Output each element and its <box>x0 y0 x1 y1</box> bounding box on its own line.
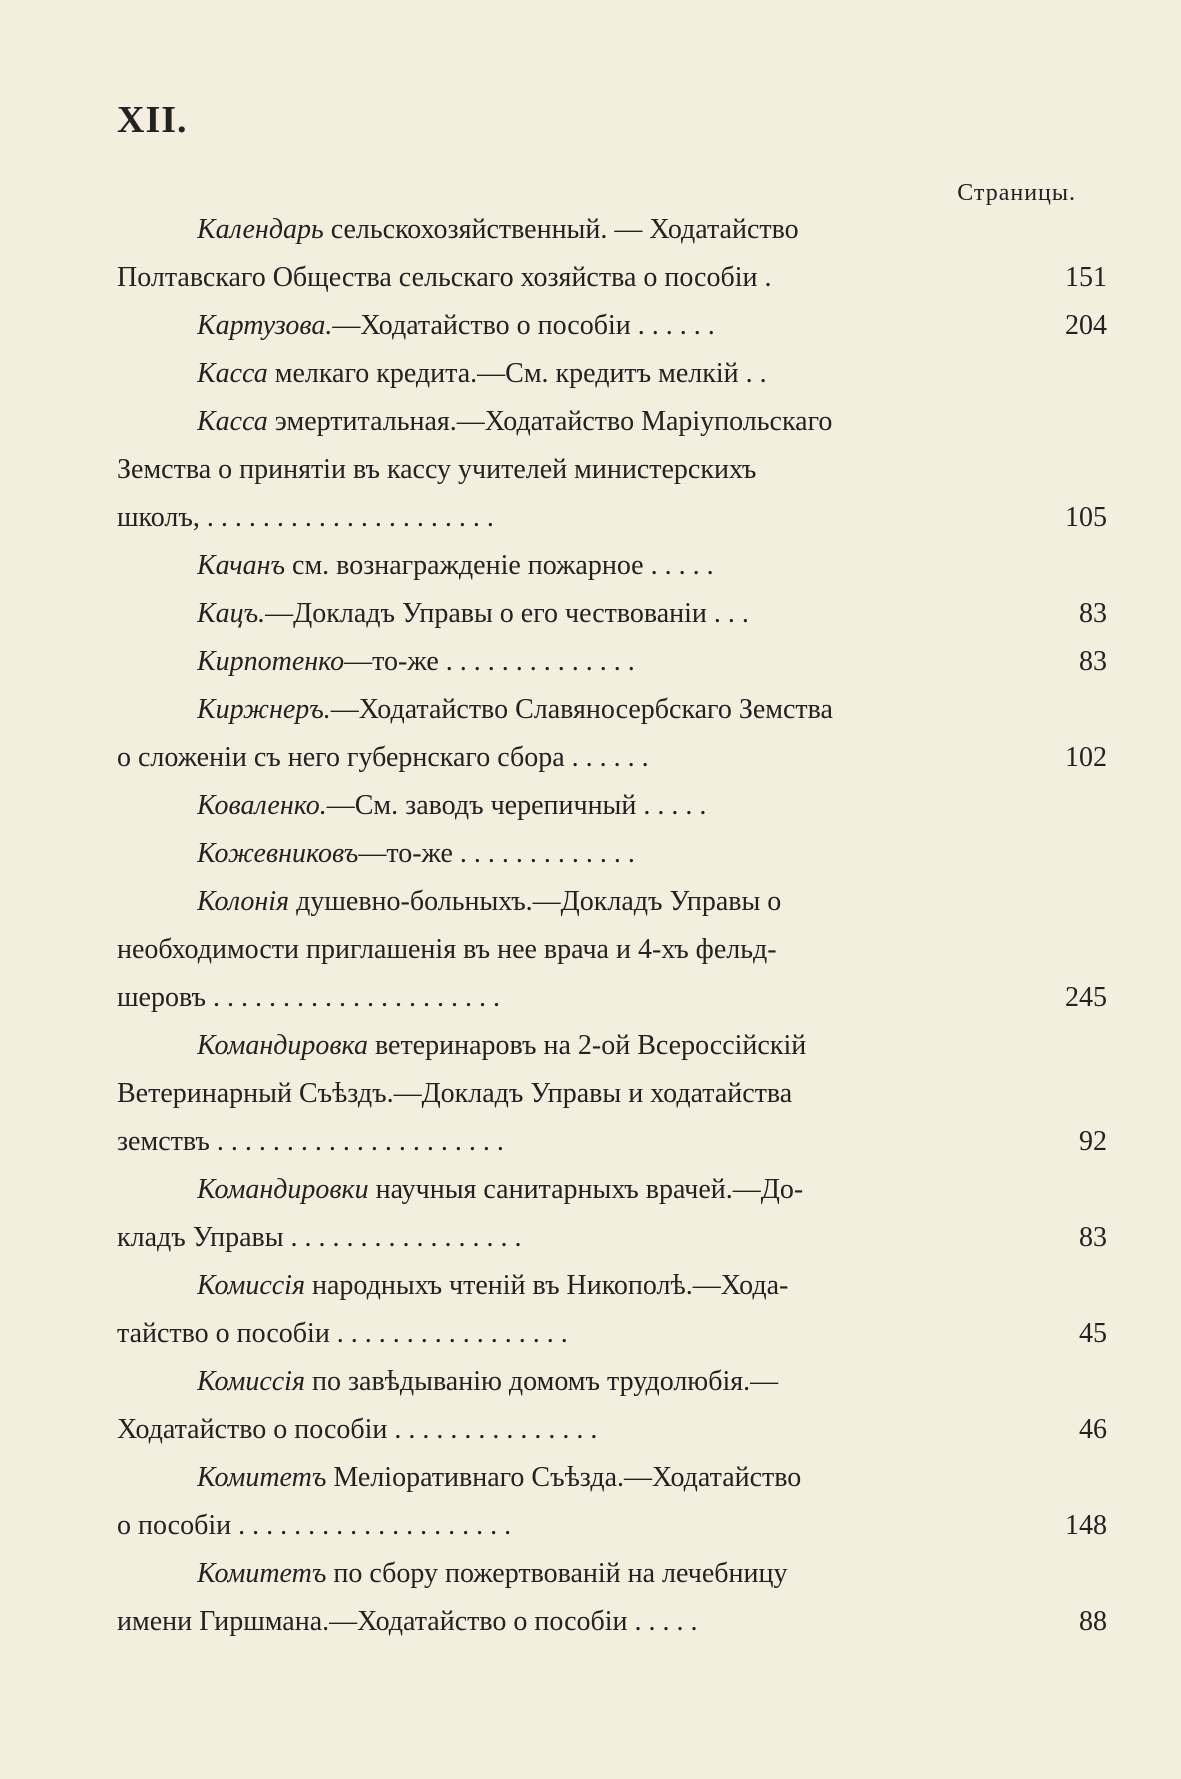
entry-description: о пособіи . . . . . . . . . . . . . . . . . . . . <box>117 1510 512 1541</box>
index-entry <box>117 1022 1117 1166</box>
entry-text <box>197 1022 1037 1070</box>
entry-description: Меліоративнаго Съѣзда.—Ходатайство <box>326 1462 802 1493</box>
index-entry <box>117 302 1117 350</box>
index-entry <box>117 878 1117 1022</box>
entry-description: шеровъ . . . . . . . . . . . . . . . . . . . . . <box>117 982 500 1013</box>
entry-line <box>117 1550 1117 1598</box>
entry-text <box>117 1214 957 1262</box>
entry-line <box>117 1358 1117 1406</box>
entry-description: по сбору пожертвованій на лечебницу <box>326 1558 788 1589</box>
entry-text <box>197 1166 1037 1214</box>
entry-text <box>197 302 1037 350</box>
entry-heading: Картузова. <box>197 310 333 341</box>
entry-heading: Коваленко. <box>197 790 327 821</box>
entry-text <box>117 734 957 782</box>
entry-line <box>117 686 1117 734</box>
entry-text <box>117 926 957 974</box>
index-entry <box>117 830 1117 878</box>
entry-line <box>117 1022 1117 1070</box>
page-reference: 245 <box>1065 982 1107 1013</box>
entry-text <box>197 830 1037 878</box>
entry-text <box>197 878 1037 926</box>
page-reference: 83 <box>1079 1222 1107 1253</box>
entry-line <box>117 350 1117 398</box>
page-reference: 88 <box>1079 1606 1107 1637</box>
entry-description: научныя санитарныхъ врачей.—До- <box>368 1174 804 1205</box>
index-entry <box>117 782 1117 830</box>
index-entry <box>117 1166 1117 1262</box>
entry-text <box>197 686 1037 734</box>
entry-description: мелкаго кредита.—См. кредитъ мелкій . . <box>267 358 767 389</box>
entry-heading: Качанъ <box>197 550 286 581</box>
page-reference: 204 <box>1065 310 1107 341</box>
entry-description: по завѣдыванію домомъ трудолюбія.— <box>304 1366 779 1397</box>
entry-description: —См. заводъ черепичный . . . . . <box>326 790 707 821</box>
entry-description: Ходатайство о пособіи . . . . . . . . . . . . . . . <box>117 1414 598 1445</box>
entry-text <box>197 350 1037 398</box>
entry-description: Ветеринарный Съѣздъ.—Докладъ Управы и ходатайства <box>117 1078 793 1109</box>
entry-description: о сложеніи съ него губернскаго сбора . . . . . . <box>117 742 649 773</box>
page-number: XII. <box>117 99 188 141</box>
entry-line <box>117 830 1117 878</box>
entry-text <box>197 590 1037 638</box>
entry-line <box>117 398 1117 446</box>
entry-line <box>117 302 1117 350</box>
entry-description: душевно-больныхъ.—Докладъ Управы о <box>289 886 782 917</box>
entry-heading: Кацъ. <box>197 598 266 629</box>
entry-line <box>117 1214 1117 1262</box>
entry-description: —Ходатайство о пособіи . . . . . . <box>332 310 715 341</box>
entry-description: необходимости приглашенія въ нее врача и 4-хъ фельд- <box>117 934 777 965</box>
entry-description: ветеринаровъ на 2-ой Всероссійскій <box>367 1030 807 1061</box>
entry-text <box>117 494 957 542</box>
entry-text <box>197 638 1037 686</box>
entry-description: школъ, . . . . . . . . . . . . . . . . . . . . . <box>117 502 494 533</box>
entry-description: см. вознагражденіе пожарное . . . . . <box>285 550 714 581</box>
index-entry <box>117 1454 1117 1550</box>
entry-line <box>117 1262 1117 1310</box>
entry-line <box>117 1406 1117 1454</box>
index-entry <box>117 1550 1117 1646</box>
entry-line <box>117 1454 1117 1502</box>
entry-text <box>117 446 957 494</box>
entry-heading: Командировки <box>197 1174 369 1205</box>
entry-text <box>197 542 1037 590</box>
entry-description: —Ходатайство Славяносербскаго Земства <box>330 694 833 725</box>
index-entry <box>117 542 1117 590</box>
entry-line <box>117 1502 1117 1550</box>
entry-description: Полтавскаго Общества сельскаго хозяйства о пособіи . <box>117 262 772 293</box>
entry-heading: Кирпотенко <box>197 646 345 677</box>
entry-line <box>117 638 1117 686</box>
entry-text <box>117 1598 957 1646</box>
entry-text <box>117 1118 957 1166</box>
entry-text <box>117 1310 957 1358</box>
entry-line <box>117 782 1117 830</box>
entry-line <box>117 878 1117 926</box>
entry-description: народныхъ чтеній въ Никополѣ.—Хода- <box>304 1270 789 1301</box>
index-entry <box>117 206 1117 302</box>
index-entries <box>117 206 1117 1646</box>
entry-line <box>117 1310 1117 1358</box>
entry-heading: Кожевниковъ <box>197 838 359 869</box>
entry-text <box>117 974 957 1022</box>
page-reference: 102 <box>1065 742 1107 773</box>
entry-line <box>117 206 1117 254</box>
entry-text <box>197 398 1037 446</box>
entry-text <box>197 1550 1037 1598</box>
entry-line <box>117 590 1117 638</box>
entry-description: Земства о принятіи въ кассу учителей министерскихъ <box>117 454 757 485</box>
index-entry <box>117 686 1117 782</box>
entry-line <box>117 254 1117 302</box>
entry-heading: Комитетъ <box>197 1462 327 1493</box>
entry-line <box>117 1598 1117 1646</box>
entry-line <box>117 494 1117 542</box>
entry-line <box>117 446 1117 494</box>
page-reference: 92 <box>1079 1126 1107 1157</box>
entry-text <box>197 1262 1037 1310</box>
entry-line <box>117 974 1117 1022</box>
index-entry <box>117 1262 1117 1358</box>
entry-description: эмертитальная.—Ходатайство Маріупольскаго <box>267 406 833 437</box>
entry-heading: Киржнеръ. <box>197 694 331 725</box>
index-entry <box>117 398 1117 542</box>
index-entry <box>117 350 1117 398</box>
entry-line <box>117 734 1117 782</box>
entry-heading: Касса <box>197 406 268 437</box>
page-reference: 105 <box>1065 502 1107 533</box>
page-reference: 151 <box>1065 262 1107 293</box>
index-entry <box>117 590 1117 638</box>
entry-heading: Комитетъ <box>197 1558 327 1589</box>
entry-text <box>117 1406 957 1454</box>
index-entry <box>117 1358 1117 1454</box>
entry-heading: Колонія <box>197 886 290 917</box>
page-reference: 46 <box>1079 1414 1107 1445</box>
entry-description: —то-же . . . . . . . . . . . . . <box>358 838 635 869</box>
entry-heading: Комиссія <box>197 1366 305 1397</box>
page-reference: 45 <box>1079 1318 1107 1349</box>
entry-description: тайство о пособіи . . . . . . . . . . . . . . . . . <box>117 1318 568 1349</box>
entry-line <box>117 1070 1117 1118</box>
entry-text <box>117 254 957 302</box>
entry-text <box>117 1502 957 1550</box>
page-reference: 83 <box>1079 646 1107 677</box>
column-header-pages: Страницы. <box>957 180 1076 206</box>
entry-description: имени Гиршмана.—Ходатайство о пособіи . . . . . <box>117 1606 698 1637</box>
entry-text <box>117 1070 957 1118</box>
page-reference: 148 <box>1065 1510 1107 1541</box>
entry-heading: Календарь <box>197 214 324 245</box>
entry-description: земствъ . . . . . . . . . . . . . . . . . . . . . <box>117 1126 504 1157</box>
entry-text <box>197 1454 1037 1502</box>
entry-heading: Командировка <box>197 1030 368 1061</box>
entry-heading: Комиссія <box>197 1270 305 1301</box>
entry-description: —Докладъ Управы о его чествованіи . . . <box>265 598 749 629</box>
entry-text <box>197 1358 1037 1406</box>
entry-text <box>197 206 1037 254</box>
entry-line <box>117 542 1117 590</box>
entry-heading: Касса <box>197 358 268 389</box>
entry-text <box>197 782 1037 830</box>
entry-description: сельскохозяйственный. — Ходатайство <box>323 214 799 245</box>
entry-line <box>117 1118 1117 1166</box>
entry-description: кладъ Управы . . . . . . . . . . . . . . . . . <box>117 1222 522 1253</box>
entry-description: —то-же . . . . . . . . . . . . . . <box>344 646 635 677</box>
index-entry <box>117 638 1117 686</box>
entry-line <box>117 1166 1117 1214</box>
entry-line <box>117 926 1117 974</box>
page-reference: 83 <box>1079 598 1107 629</box>
